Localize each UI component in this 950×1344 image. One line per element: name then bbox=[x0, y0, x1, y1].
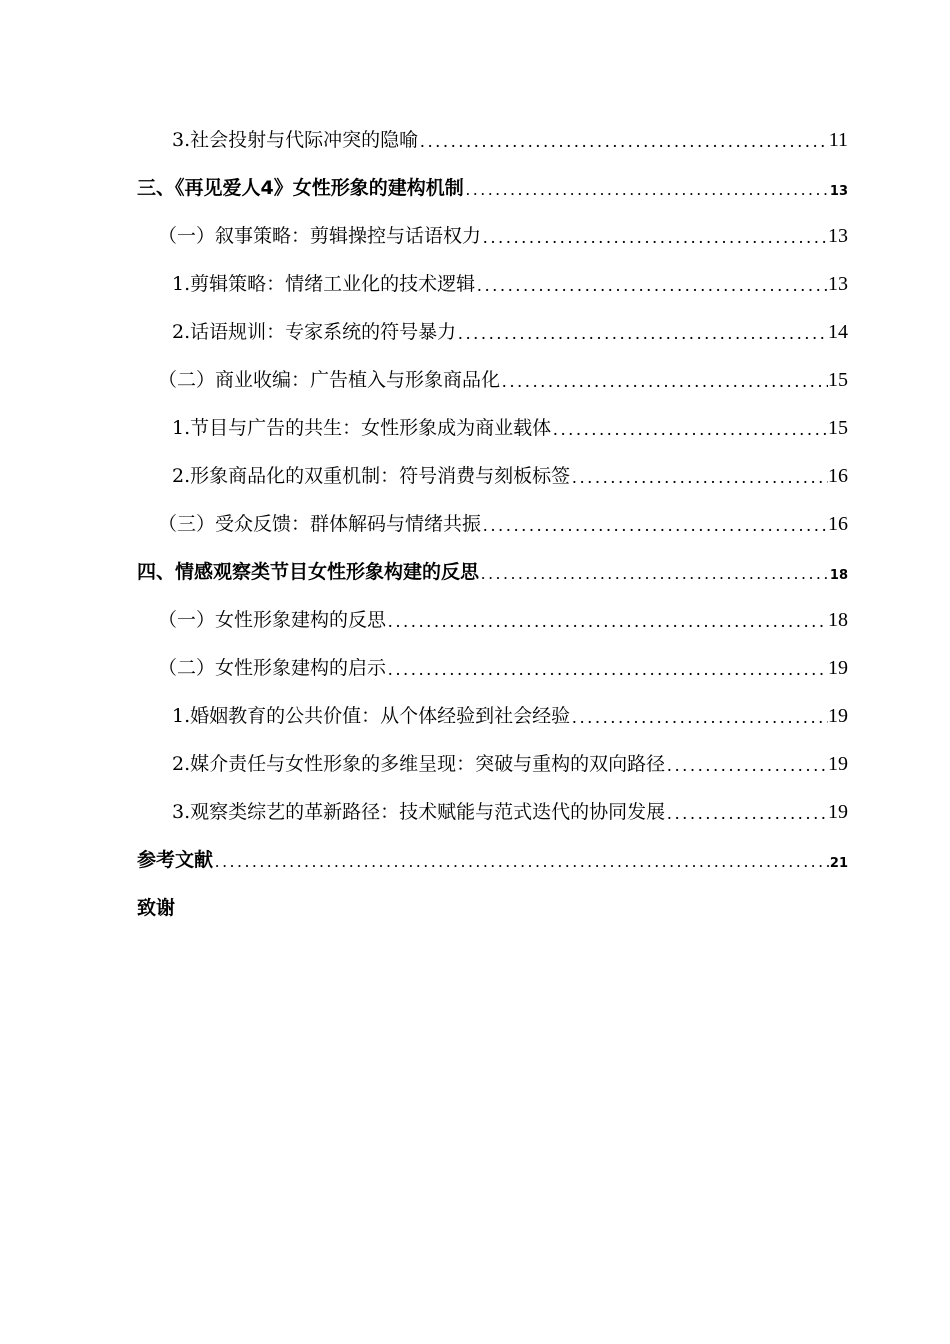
toc-entry[interactable] bbox=[172, 262, 848, 296]
toc-leader-dots bbox=[479, 564, 830, 584]
toc-entry-title: 2.话语规训：专家系统的符号暴力 bbox=[172, 321, 457, 343]
toc-entry-title: 1.节目与广告的共生：女性形象成为商业载体 bbox=[172, 417, 552, 439]
toc-entry-page: 19 bbox=[828, 753, 848, 775]
toc-leader-dots bbox=[570, 467, 828, 488]
toc-entry-page: 19 bbox=[828, 705, 848, 727]
toc-entry-page: 16 bbox=[828, 513, 848, 535]
toc-entry-page: 13 bbox=[828, 273, 848, 295]
toc-entry-page: 13 bbox=[829, 184, 848, 199]
toc-entry-title: 3.社会投射与代际冲突的隐喻 bbox=[172, 129, 419, 151]
toc-entry-page: 18 bbox=[829, 568, 848, 583]
toc-entry-title: （三）受众反馈：群体解码与情绪共振 bbox=[158, 513, 482, 535]
toc-entry-title: （一）女性形象建构的反思 bbox=[158, 609, 387, 631]
toc-entry-title: 参考文献 bbox=[137, 849, 214, 871]
toc-leader-dots bbox=[665, 755, 828, 776]
toc-entry[interactable] bbox=[172, 742, 848, 776]
toc-entry-title: 3.观察类综艺的革新路径：技术赋能与范式迭代的协同发展 bbox=[172, 801, 666, 823]
toc-leader-dots bbox=[386, 611, 828, 632]
toc-leader-dots bbox=[570, 707, 828, 728]
toc-entry[interactable] bbox=[158, 646, 848, 680]
toc-entry[interactable] bbox=[158, 358, 848, 392]
toc-entry[interactable] bbox=[172, 454, 848, 488]
toc-entry[interactable] bbox=[158, 502, 848, 536]
toc-entry[interactable] bbox=[158, 214, 848, 248]
toc-leader-dots bbox=[386, 659, 828, 680]
toc-entry-title: 1.剪辑策略：情绪工业化的技术逻辑 bbox=[172, 273, 476, 295]
toc-entry-page: 19 bbox=[828, 657, 848, 679]
toc-entry-title: （二）商业收编：广告植入与形象商品化 bbox=[158, 369, 501, 391]
toc-entry-title: 四、情感观察类节目女性形象构建的反思 bbox=[137, 561, 480, 583]
toc-entry-page: 15 bbox=[828, 369, 848, 391]
toc-entry[interactable] bbox=[137, 838, 848, 872]
toc-leader-dots bbox=[213, 852, 830, 872]
toc-entry[interactable] bbox=[172, 694, 848, 728]
toc-entry-title: （一）叙事策略：剪辑操控与话语权力 bbox=[158, 225, 482, 247]
toc-entry[interactable] bbox=[172, 118, 848, 152]
toc-entry-page: 11 bbox=[828, 129, 848, 151]
toc-entry-page: 15 bbox=[828, 417, 848, 439]
toc-entry-page: 18 bbox=[828, 609, 848, 631]
toc-entry-page: 14 bbox=[828, 321, 848, 343]
toc-leader-dots bbox=[481, 227, 828, 248]
toc-entry[interactable] bbox=[172, 310, 848, 344]
toc-entry-title: 1.婚姻教育的公共价值：从个体经验到社会经验 bbox=[172, 705, 571, 727]
toc-entry-title: 三、《再见爱人4》女性形象的建构机制 bbox=[137, 177, 464, 199]
toc-entry[interactable] bbox=[172, 790, 848, 824]
toc-leader-dots bbox=[456, 323, 828, 344]
toc-entry-page: 13 bbox=[828, 225, 848, 247]
toc-leader-dots bbox=[464, 180, 830, 200]
toc-entry[interactable] bbox=[158, 598, 848, 632]
toc-entry-title: 2.媒介责任与女性形象的多维呈现：突破与重构的双向路径 bbox=[172, 753, 666, 775]
toc-entry[interactable] bbox=[137, 550, 848, 584]
toc-entry-page: 21 bbox=[829, 856, 848, 871]
toc-leader-dots bbox=[551, 419, 828, 440]
toc-leader-dots bbox=[418, 131, 829, 152]
toc-leader-dots bbox=[481, 515, 828, 536]
toc-leader-dots bbox=[500, 371, 828, 392]
toc-entry-page: 19 bbox=[828, 801, 848, 823]
toc-entry-title: （二）女性形象建构的启示 bbox=[158, 657, 387, 679]
toc-entry-title: 致谢 bbox=[137, 897, 176, 919]
toc-leader-dots bbox=[665, 803, 828, 824]
toc-leader-dots bbox=[475, 275, 828, 296]
toc-entry-page: 16 bbox=[828, 465, 848, 487]
toc-entry[interactable] bbox=[172, 406, 848, 440]
toc-entry[interactable] bbox=[137, 886, 437, 920]
toc-entry[interactable] bbox=[137, 166, 848, 200]
toc-entry-title: 2.形象商品化的双重机制：符号消费与刻板标签 bbox=[172, 465, 571, 487]
